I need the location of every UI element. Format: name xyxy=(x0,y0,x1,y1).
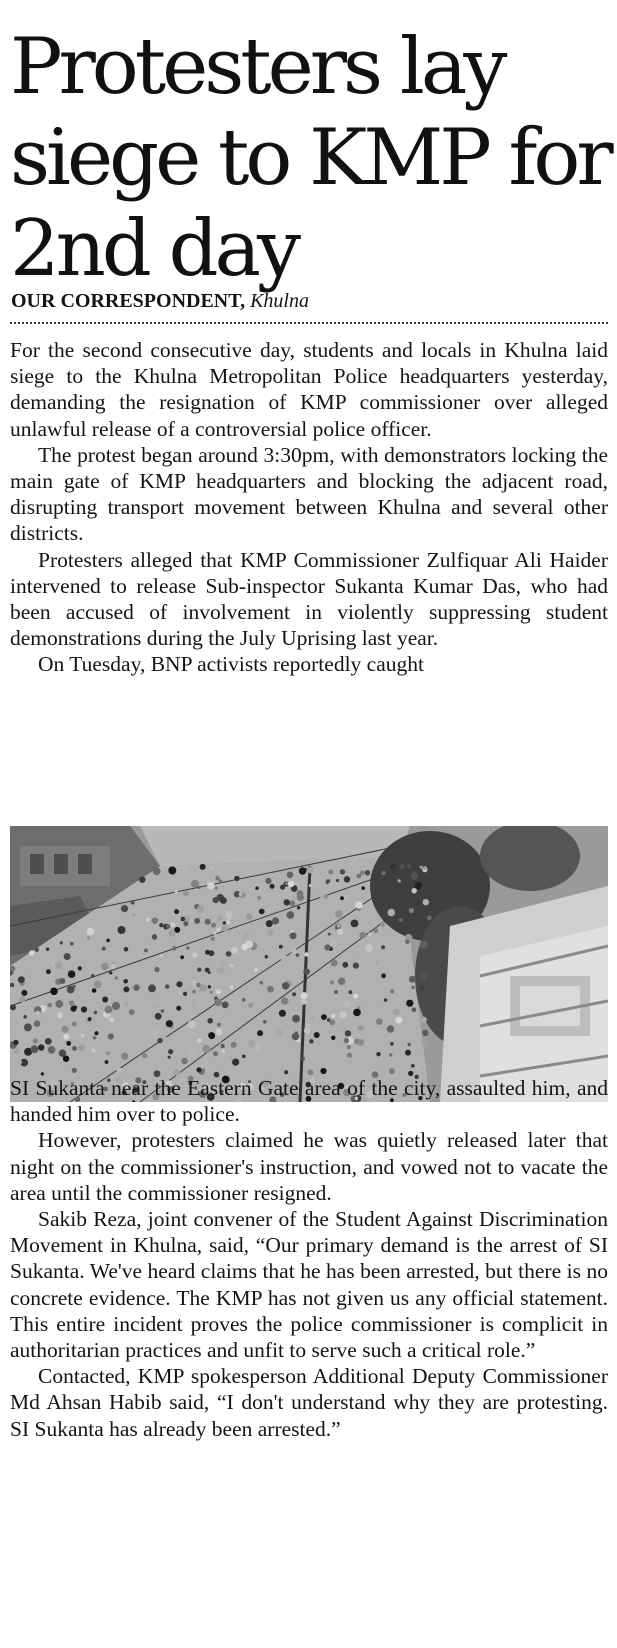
body-paragraph: Contacted, KMP spokesperson Additional Deputy Commissioner Md Ahsan Habib said, “I don't understand why they are protesting. SI Sukanta has already been arrested.” xyxy=(10,1364,608,1441)
crowd-photo-graphic xyxy=(10,826,608,1102)
body-paragraph: Sakib Reza, joint convener of the Student Against Discrimination Movement in Khulna, said, “Our primary demand is the arrest of SI Sukanta. We've heard claims that he has been arrested, but there is no concrete evidence. The KMP has not given us any official statement. This entire incident proves the police commissioner is complicit in authoritarian practices and unfit to serve such a critical role.” xyxy=(10,1207,608,1363)
body-paragraph: The protest began around 3:30pm, with demonstrators locking the main gate of KMP headquarters and blocking the adjacent road, disrupting transport movement between Khulna and several other districts. xyxy=(10,442,608,546)
headline: Protesters lay siege to KMP for 2nd day xyxy=(10,22,610,294)
body-paragraph: For the second consecutive day, students and locals in Khulna laid siege to the Khulna Metropolitan Police headquarters yesterday, demanding the resignation of KMP commissioner over alleged unlawful release of a controversial police officer. xyxy=(10,338,608,441)
article-body-top xyxy=(10,337,608,678)
protest-crowd-photo xyxy=(10,826,608,1102)
body-paragraph: Protesters alleged that KMP Commissioner Zulfiquar Ali Haider intervened to release Sub-inspector Sukanta Kumar Das, who had been accused of involvement in violently suppressing student demonstrations during the July Uprising last year. xyxy=(10,547,608,651)
body-paragraph: However, protesters claimed he was quietly released later that night on the commissioner's instruction, and vowed not to vacate the area until the commissioner resigned. xyxy=(10,1128,608,1205)
dotted-divider xyxy=(10,322,608,324)
byline xyxy=(11,289,309,313)
body-paragraph: On Tuesday, BNP activists reportedly caught xyxy=(38,652,424,677)
article-body-bottom xyxy=(10,1075,608,1442)
byline-place: Khulna xyxy=(250,290,309,312)
byline-name: OUR CORRESPONDENT, xyxy=(11,290,246,312)
body-paragraph: SI Sukanta near the Eastern Gate area of the city, assaulted him, and handed him over to police. xyxy=(10,1076,608,1127)
